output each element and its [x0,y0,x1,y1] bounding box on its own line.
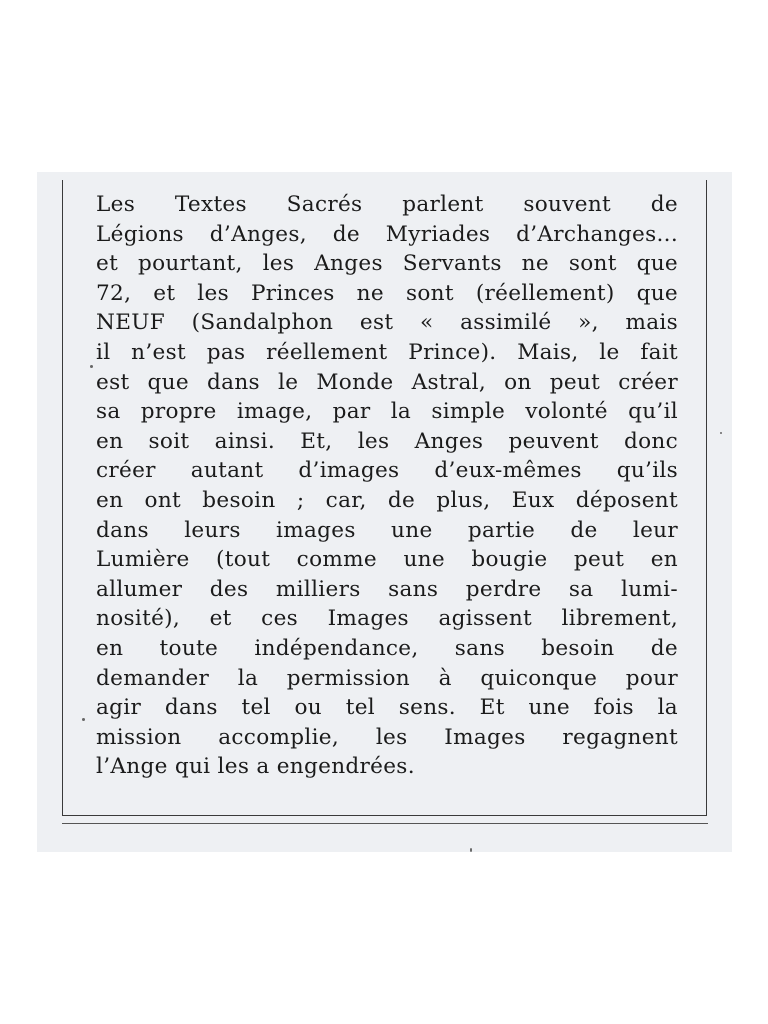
text-line: créer autant d’images d’eux-mêmes qu’ils [96,458,678,484]
text-line: Les Textes Sacrés parlent souvent de [96,192,678,217]
text-line: Lumière (tout comme une bougie peut en [96,547,678,573]
article-text [96,190,678,782]
text-line: il n’est pas réellement Prince). Mais, le fait [96,339,678,365]
text-line: dans leurs images une partie de leur [96,517,678,543]
scan-speck [720,432,722,434]
text-line: Légions d’Anges, de Myriades d’Archanges... [96,221,678,247]
text-line: en ont besoin ; car, de plus, Eux déposent [96,487,678,513]
scan-speck [470,848,472,852]
text-line: agir dans tel ou tel sens. Et une fois la [96,695,678,721]
text-line: allumer des milliers sans perdre sa lumi- [96,576,678,602]
text-line: en soit ainsi. Et, les Anges peuvent donc [96,428,678,454]
text-line: en toute indépendance, sans besoin de [96,635,678,661]
text-line: mission accomplie, les Images regagnent [96,724,678,750]
text-line: l’Ange qui les a engendrées. [96,754,415,780]
text-line: nosité), et ces Images agissent librement, [96,606,678,632]
scan-speck [90,365,93,368]
text-line: NEUF (Sandalphon est « assimilé », mais [96,310,678,336]
text-line: est que dans le Monde Astral, on peut créer [96,369,678,395]
text-line: 72, et les Princes ne sont (réellement) que [96,280,678,306]
scan-speck [82,718,85,721]
text-line: demander la permission à quiconque pour [96,665,678,691]
text-line: et pourtant, les Anges Servants ne sont que [96,251,678,277]
text-line: sa propre image, par la simple volonté qu’il [96,399,678,425]
